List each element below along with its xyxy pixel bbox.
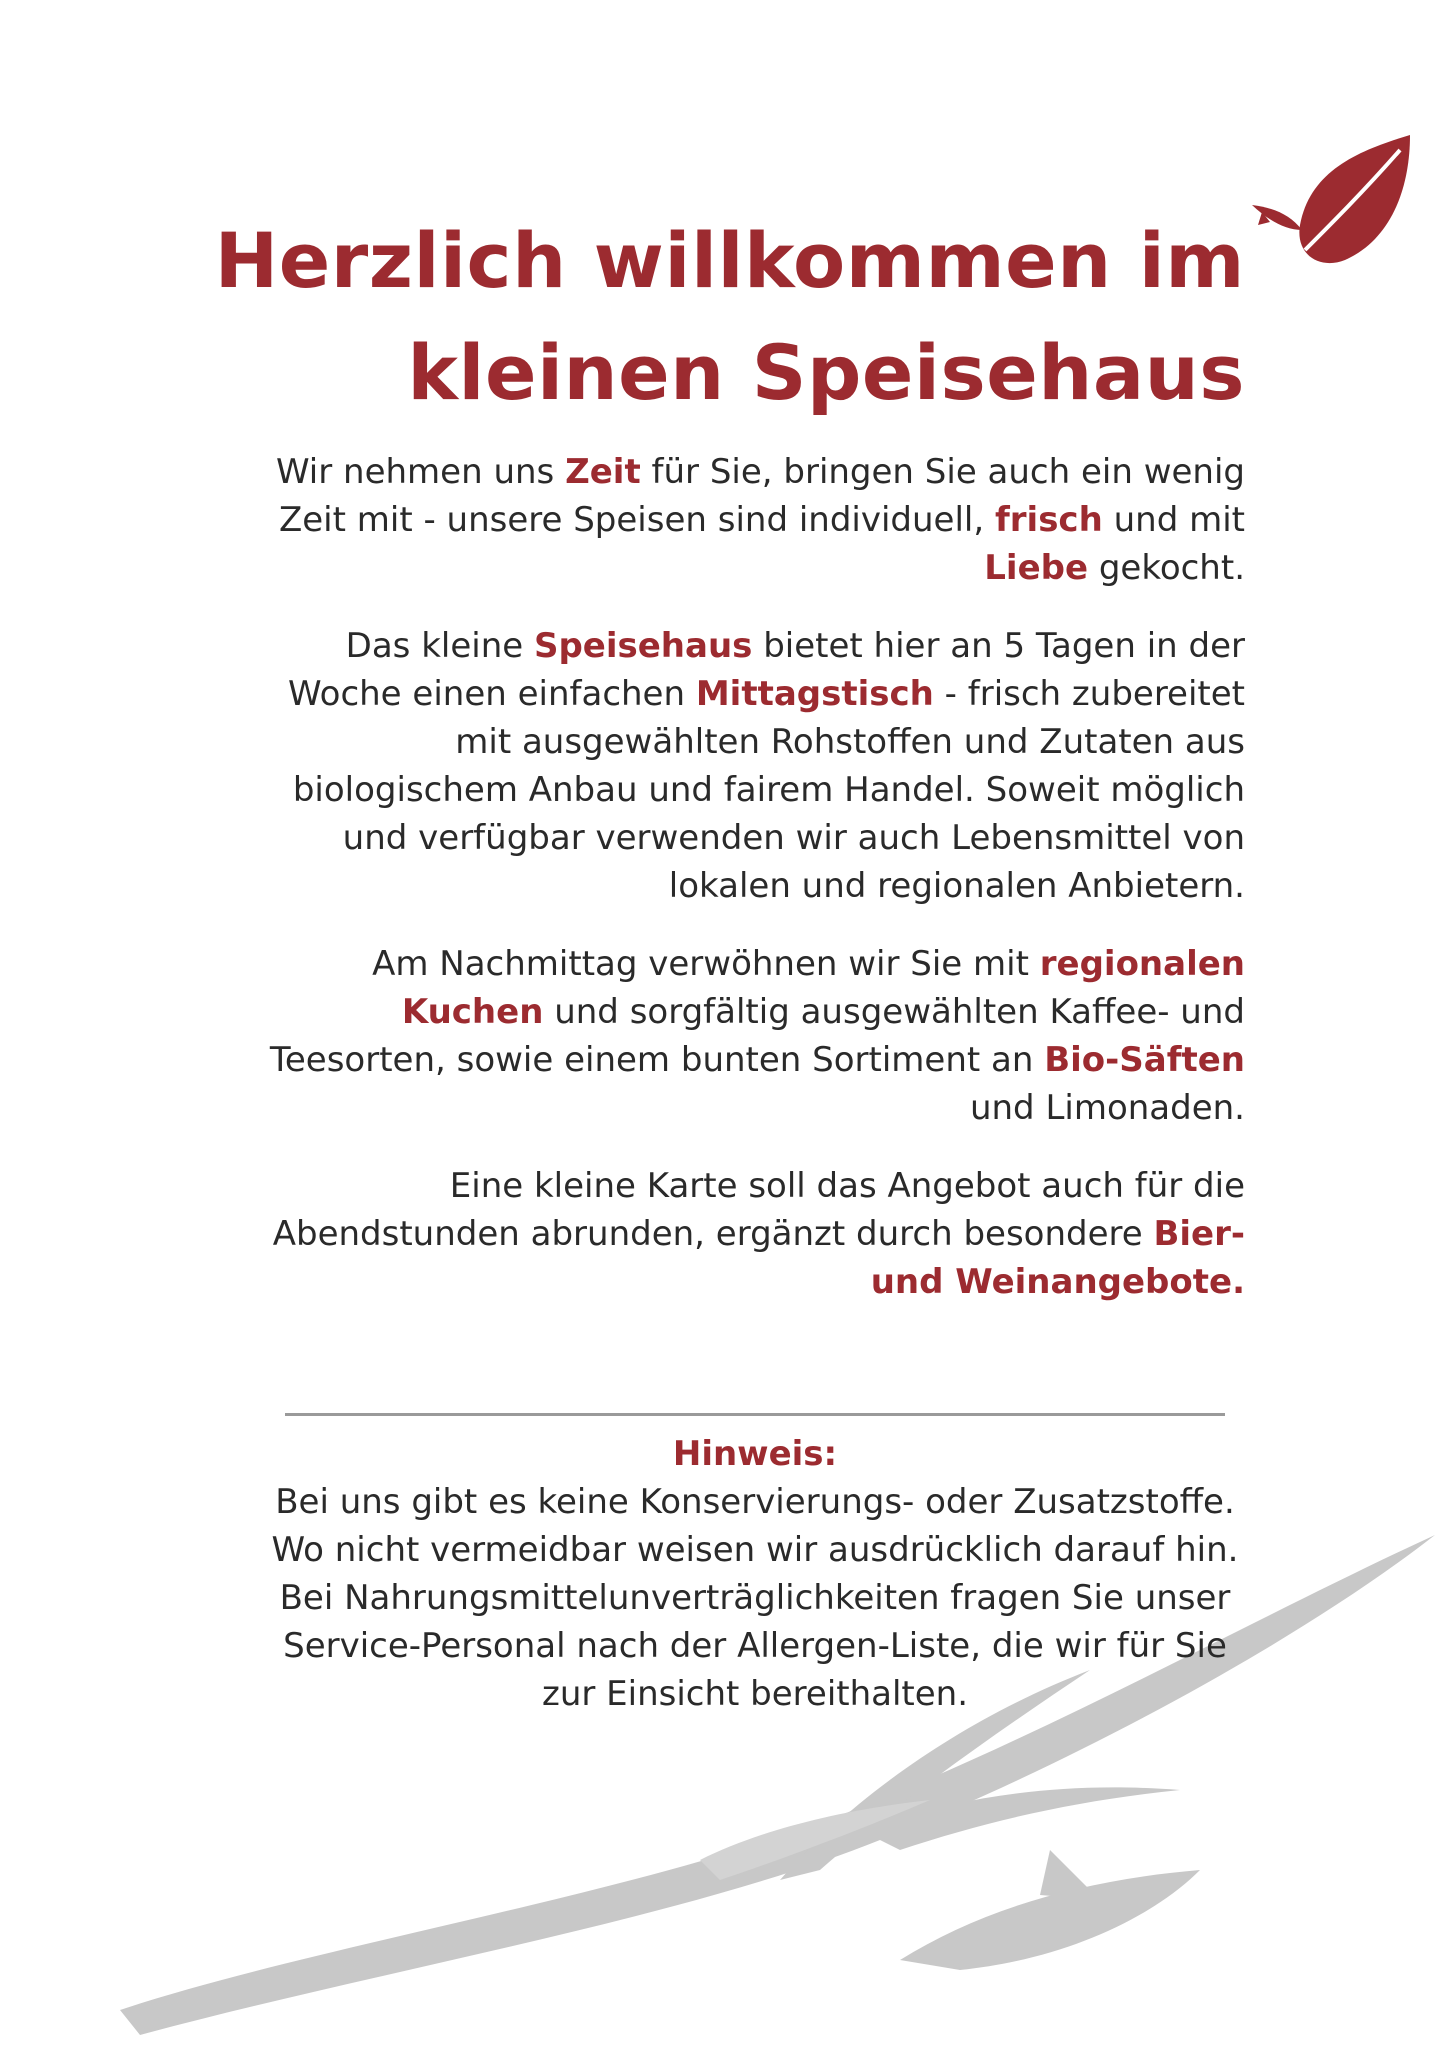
note-line-allergens: Bei Nahrungsmittelunverträglichkeiten fragen Sie unser Service-Personal nach der Allergen-Liste, die wir für Sie zur Einsicht bereithalten. — [279, 1578, 1231, 1714]
paragraph-afternoon — [240, 940, 1245, 1132]
text-segment: Eine kleine Karte soll das Angebot auch für die Abendstunden abrunden, ergänzt durch besondere — [272, 1166, 1245, 1254]
text-segment: und sorgfältig ausgewählten Kaffee- und Teesorten, sowie einem bunten Sortiment an — [269, 992, 1245, 1080]
text-segment: bietet hier an 5 Tagen in der Woche einen einfachen — [288, 626, 1245, 714]
note-line-disclosure: Wo nicht vermeidbar weisen wir ausdrücklich darauf hin. — [271, 1530, 1239, 1570]
red-leaf-icon — [1250, 130, 1420, 280]
text-segment: und mit — [1102, 500, 1245, 540]
highlight-word: Bio-Säften — [1044, 1040, 1245, 1080]
paragraph-time — [240, 448, 1245, 592]
page-title — [200, 205, 1245, 429]
text-segment: für Sie, bringen Sie auch ein wenig Zeit mit - unsere Speisen sind individuell, — [278, 452, 1245, 540]
text-segment: . — [1232, 1262, 1245, 1302]
title-line-1: Herzlich willkommen im — [214, 216, 1245, 305]
highlight-word: regionalen Kuchen — [401, 944, 1245, 1032]
highlight-word: Zeit — [565, 452, 641, 492]
text-segment: Am Nachmittag verwöhnen wir Sie mit — [372, 944, 1040, 984]
highlight-word: Mittagstisch — [695, 674, 934, 714]
highlight-word: frisch — [994, 500, 1103, 540]
note-title: Hinweis: — [672, 1434, 838, 1474]
paragraph-lunch — [240, 622, 1245, 910]
note-line-preservatives: Bei uns gibt es keine Konservierungs- oder Zusatzstoffe. — [275, 1482, 1235, 1522]
highlight-word: Bier- und Weinangebote — [870, 1214, 1245, 1302]
text-segment: - frisch zubereitet mit ausgewählten Rohstoffen und Zutaten aus biologischem Anbau und fairem Handel. Soweit möglich und verfügbar verwenden wir auch Lebensmittel von lokalen und regionalen Anbietern. — [292, 674, 1245, 906]
text-segment: gekocht. — [1088, 548, 1245, 588]
section-divider — [285, 1413, 1225, 1416]
note-section — [270, 1430, 1240, 1718]
text-segment: Wir nehmen uns — [275, 452, 566, 492]
highlight-word: Speisehaus — [533, 626, 753, 666]
title-line-2: kleinen Speisehaus — [407, 328, 1245, 417]
text-segment: Das kleine — [345, 626, 534, 666]
intro-text — [240, 448, 1245, 1336]
text-segment: und Limonaden. — [969, 1088, 1245, 1128]
paragraph-evening — [240, 1162, 1245, 1306]
highlight-word: Liebe — [984, 548, 1089, 588]
